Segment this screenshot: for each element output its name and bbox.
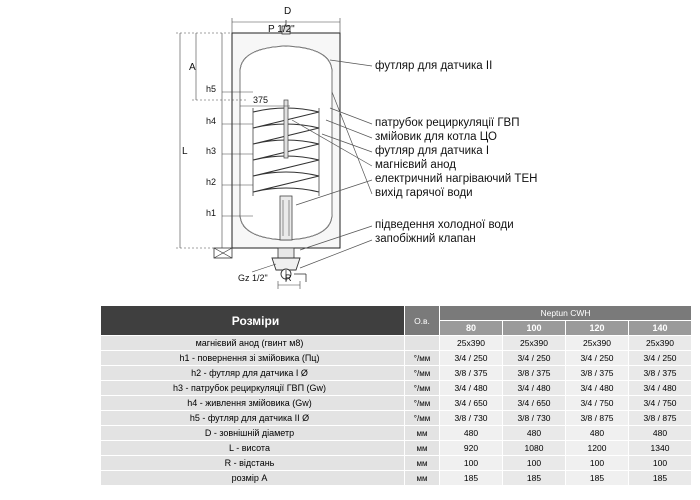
row-unit-D: мм — [405, 426, 440, 441]
row-unit-h1: °/мм — [405, 351, 440, 366]
cell-A-100: 185 — [503, 471, 566, 486]
row-label-h4: h4 - живлення змійовика (Gw) — [101, 396, 405, 411]
table-header-model-100: 100 — [503, 321, 566, 336]
row-unit-L: мм — [405, 441, 440, 456]
row-unit-h5: °/мм — [405, 411, 440, 426]
row-unit-anode — [405, 336, 440, 351]
table-row — [101, 471, 692, 486]
cell-R-140: 100 — [629, 456, 692, 471]
cell-L-80: 920 — [440, 441, 503, 456]
cell-h5-140: 3/8 / 875 — [629, 411, 692, 426]
cell-h3-140: 3/4 / 480 — [629, 381, 692, 396]
cell-R-100: 100 — [503, 456, 566, 471]
cell-anode-120: 25x390 — [566, 336, 629, 351]
callout-cold-water-inlet: підведення холодної води — [375, 219, 514, 231]
table-header-ov: О.в. — [405, 306, 440, 336]
callout-magnesium-anode: магнієвий анод — [375, 159, 457, 171]
row-label-D: D - зовнішній діаметр — [101, 426, 405, 441]
dim-label-375: 375 — [253, 95, 269, 105]
cell-h3-120: 3/4 / 480 — [566, 381, 629, 396]
row-label-L: L - висота — [101, 441, 405, 456]
callout-sensor-sleeve-1: футляр для датчика I — [375, 145, 490, 157]
cell-h5-80: 3/8 / 730 — [440, 411, 503, 426]
callout-safety-valve: запобіжний клапан — [375, 233, 476, 245]
bottom-connection — [278, 248, 294, 258]
row-label-A: розмір A — [101, 471, 405, 486]
cell-h3-100: 3/4 / 480 — [503, 381, 566, 396]
cell-h1-120: 3/4 / 250 — [566, 351, 629, 366]
electric-heater-element — [280, 196, 292, 240]
row-label-h2: h2 - футляр для датчика I Ø — [101, 366, 405, 381]
row-label-h3: h3 - патрубок рециркуляції ГВП (Gw) — [101, 381, 405, 396]
table-header-brand: Neptun CWH — [440, 306, 692, 321]
table-row — [101, 411, 692, 426]
table-row — [101, 351, 692, 366]
row-unit-A: мм — [405, 471, 440, 486]
cell-D-80: 480 — [440, 426, 503, 441]
row-label-anode: магнієвий анод (гвинт м8) — [101, 336, 405, 351]
magnesium-anode-rod — [284, 100, 288, 158]
table-header-model-140: 140 — [629, 321, 692, 336]
cell-h4-80: 3/4 / 650 — [440, 396, 503, 411]
row-label-h5: h5 - футляр для датчика II Ø — [101, 411, 405, 426]
dim-label-P: P 1/2" — [268, 24, 295, 35]
cell-anode-80: 25x390 — [440, 336, 503, 351]
table-header-row-1 — [101, 306, 692, 321]
dim-label-L: L — [182, 146, 188, 157]
dimensions-table-wrapper — [100, 305, 692, 486]
cell-h5-120: 3/8 / 875 — [566, 411, 629, 426]
cell-L-100: 1080 — [503, 441, 566, 456]
row-unit-R: мм — [405, 456, 440, 471]
dim-label-h2: h2 — [206, 177, 217, 187]
table-title: Розміри — [101, 306, 405, 336]
table-header-model-120: 120 — [566, 321, 629, 336]
table-row — [101, 366, 692, 381]
cell-h2-120: 3/8 / 375 — [566, 366, 629, 381]
dim-label-h1: h1 — [206, 208, 217, 218]
cell-h1-100: 3/4 / 250 — [503, 351, 566, 366]
cell-R-120: 100 — [566, 456, 629, 471]
cell-L-120: 1200 — [566, 441, 629, 456]
dim-label-R: R — [285, 273, 292, 283]
dim-label-A: A — [189, 62, 196, 73]
cell-h1-80: 3/4 / 250 — [440, 351, 503, 366]
dim-label-h3: h3 — [206, 146, 217, 156]
dim-label-D: D — [284, 6, 292, 17]
table-row — [101, 456, 692, 471]
cell-D-140: 480 — [629, 426, 692, 441]
cell-anode-140: 25x390 — [629, 336, 692, 351]
cell-L-140: 1340 — [629, 441, 692, 456]
cell-D-100: 480 — [503, 426, 566, 441]
row-unit-h3: °/мм — [405, 381, 440, 396]
cell-anode-100: 25x390 — [503, 336, 566, 351]
row-unit-h4: °/мм — [405, 396, 440, 411]
cell-h4-140: 3/4 / 750 — [629, 396, 692, 411]
callout-electric-heater: електричний нагріваючий ТЕН — [375, 173, 538, 185]
callout-coil-for-boiler: змійовик для котла ЦО — [375, 131, 497, 143]
table-row — [101, 336, 692, 351]
cell-h5-100: 3/8 / 730 — [503, 411, 566, 426]
dim-label-h5: h5 — [206, 84, 217, 94]
callout-hot-water-outlet: вихід гарячої води — [375, 187, 473, 199]
table-row — [101, 441, 692, 456]
safety-valve-body — [272, 258, 300, 270]
cell-h2-100: 3/8 / 375 — [503, 366, 566, 381]
table-row — [101, 381, 692, 396]
cell-h2-140: 3/8 / 375 — [629, 366, 692, 381]
row-unit-h2: °/мм — [405, 366, 440, 381]
cell-h3-80: 3/4 / 480 — [440, 381, 503, 396]
cell-h1-140: 3/4 / 250 — [629, 351, 692, 366]
callout-sensor-sleeve-2: футляр для датчика II — [375, 60, 493, 72]
row-label-R: R - відстань — [101, 456, 405, 471]
dimensions-table — [100, 305, 692, 486]
row-label-h1: h1 - повернення зі змійовика (Пц) — [101, 351, 405, 366]
dim-label-h4: h4 — [206, 116, 217, 126]
cell-h4-120: 3/4 / 750 — [566, 396, 629, 411]
dim-label-Gz: Gz 1/2" — [238, 273, 268, 283]
cell-A-120: 185 — [566, 471, 629, 486]
callout-dhw-recirculation: патрубок рециркуляції ГВП — [375, 117, 520, 129]
cell-R-80: 100 — [440, 456, 503, 471]
cell-A-80: 185 — [440, 471, 503, 486]
table-row — [101, 426, 692, 441]
cell-D-120: 480 — [566, 426, 629, 441]
cell-A-140: 185 — [629, 471, 692, 486]
cell-h2-80: 3/8 / 375 — [440, 366, 503, 381]
table-header-model-80: 80 — [440, 321, 503, 336]
table-row — [101, 396, 692, 411]
cell-h4-100: 3/4 / 650 — [503, 396, 566, 411]
